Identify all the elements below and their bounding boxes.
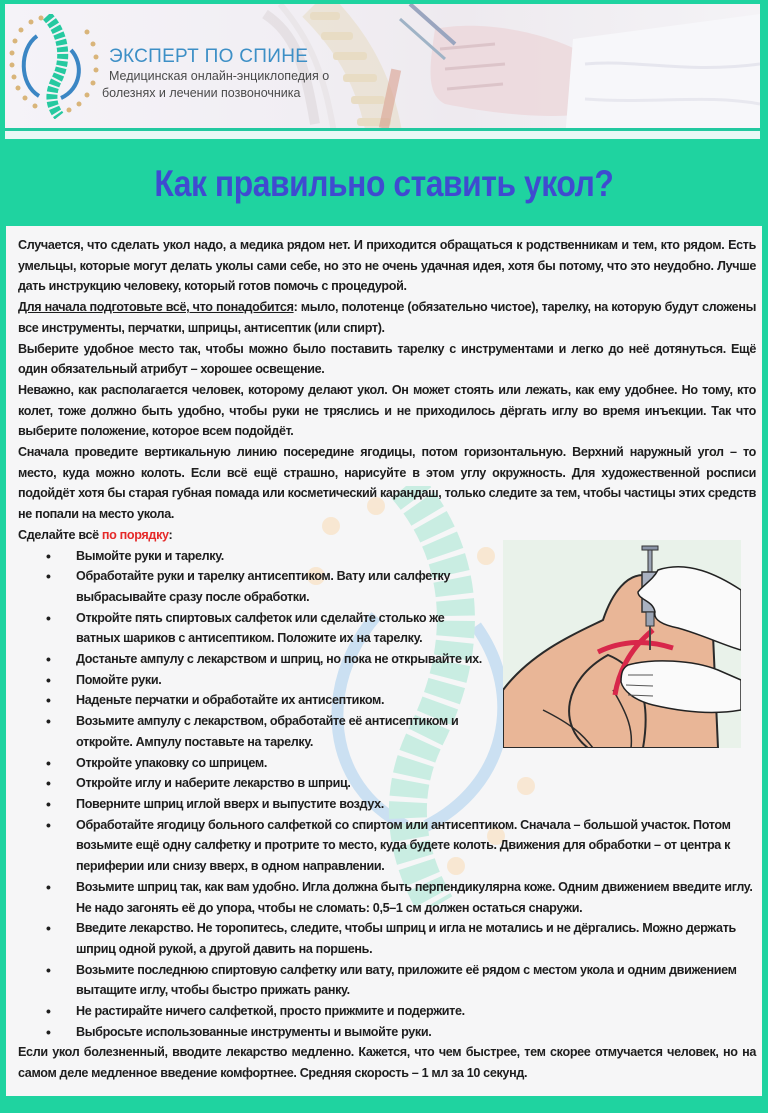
position-paragraph: Неважно, как располагается человек, которому делают укол. Он может стоять или лежать, как ему удобнее. Но тому, кто колет, тоже должно быть удобно, чтобы руки не тряслись и не приходилось дёргать иглу во время инъекции. Так что выберите положение, которое всем подойдёт. — [18, 382, 756, 439]
header-bottom-strip — [5, 131, 760, 139]
list-item: • Возьмите ампулу с лекарством, обработайте её антисептиком и откройте. Ампулу поставьте на тарелку. — [18, 711, 488, 752]
list-item: • Возьмите шприц так, как вам удобно. Игла должна быть перпендикулярна коже. Одним движением введите иглу. Не надо загонять её до упора, чтобы не сломать: 0,5–1 см должен остаться снаружи. — [18, 877, 756, 918]
brand-subtitle-line-1: Медицинская онлайн-энциклопедия о — [109, 69, 330, 83]
list-item: • Наденьте перчатки и обработайте их антисептиком. — [18, 690, 488, 711]
brand-subtitle — [102, 68, 362, 102]
list-item: • Откройте иглу и наберите лекарство в шприц. — [18, 773, 488, 794]
list-item: • Возьмите последнюю спиртовую салфетку или вату, приложите её рядом с местом укола и одним движением вытащите иглу, чтобы быстро прижать ранку. — [18, 960, 756, 1001]
place-paragraph: Выберите удобное место так, чтобы можно было поставить тарелку с инструментами и легко до неё дотянуться. Ещё один обязательный атрибут – хорошее освещение. — [18, 341, 756, 377]
steps-lead-text: Сделайте всё — [18, 527, 102, 542]
brand-title: ЭКСПЕРТ ПО СПИНЕ — [109, 46, 309, 67]
list-item: • Не растирайте ничего салфеткой, просто прижмите и подержите. — [18, 1001, 756, 1022]
list-item: • Вымойте руки и тарелку. — [18, 546, 488, 567]
list-item: • Откройте упаковку со шприцем. — [18, 753, 488, 774]
intro-paragraph: Случается, что сделать укол надо, а медика рядом нет. И приходится обращаться к родственникам и тем, кто рядом. Есть умельцы, которые могут делать уколы сами себе, но это не очень удачная идея, хотя бы потому, что это неудобно. Лучше дать инструкцию человеку, который готов помочь с процедурой. — [18, 238, 756, 294]
steps-lead-colon: : — [168, 527, 173, 542]
steps-list-bottom — [18, 815, 756, 1043]
supplies-paragraph — [18, 297, 756, 338]
spine-logo-icon — [9, 14, 99, 119]
header-banner — [5, 4, 760, 139]
list-item: • Обработайте ягодицу больного салфеткой со спиртом или антисептиком. Сначала – большой участок. Потом возьмите ещё одну салфетку и протрите то место, куда будете колоть. Движения для обработки – от центра к периферии или снизу вверх, в одном направлении. — [18, 815, 756, 877]
steps-lead-highlight: по порядку — [101, 527, 169, 542]
list-item: • Обработайте руки и тарелку антисептиком. Вату или салфетку выбрасывайте сразу после обработки. — [18, 566, 488, 607]
supplies-heading: Для начала подготовьте всё, что понадобится — [18, 300, 294, 315]
marking-paragraph: Сначала проведите вертикальную линию посередине ягодицы, потом горизонтальную. Верхний наружный угол – то место, куда можно колоть. Если всё ещё страшно, нарисуйте в этом углу окружность. Для художественной росписи подойдёт хотя бы старая губная помада или косметический карандаш, только следите за тем, чтобы частицы этих средств не попали на место укола. — [18, 445, 756, 522]
list-item: • Достаньте ампулу с лекарством и шприц, но пока не открывайте их. — [18, 649, 498, 670]
injection-illustration — [503, 540, 741, 748]
article-body — [6, 226, 762, 1096]
list-item: • Выбросьте использованные инструменты и вымойте руки. — [18, 1022, 756, 1043]
list-item: • Введите лекарство. Не торопитесь, следите, чтобы шприц и игла не мотались и не дёргались. Можно держать шприц одной рукой, а другой давить на поршень. — [18, 918, 756, 959]
list-item: • Помойте руки. — [18, 670, 488, 691]
list-item: • Откройте пять спиртовых салфеток или сделайте столько же ватных шариков с антисептиком. Положите их на тарелку. — [18, 608, 488, 649]
supplies-list-text: : мыло, полотенце (обязательно чистое), тарелку, на которую будут сложены все инструменты, перчатки, шприцы, антисептик (или спирт). — [18, 300, 756, 335]
title-band — [0, 145, 768, 223]
list-item: • Поверните шприц иглой вверх и выпустите воздух. — [18, 794, 488, 815]
brand-subtitle-line-2: болезнях и лечении позвоночника — [102, 86, 301, 100]
outro-paragraph: Если укол болезненный, вводите лекарство медленно. Кажется, что чем быстрее, тем скорее отмучается человек, но на самом деле медленное введение комфортнее. Средняя скорость – 1 мл за 10 секунд. — [18, 1045, 756, 1081]
page-title: Как правильно ставить укол? — [154, 163, 614, 204]
